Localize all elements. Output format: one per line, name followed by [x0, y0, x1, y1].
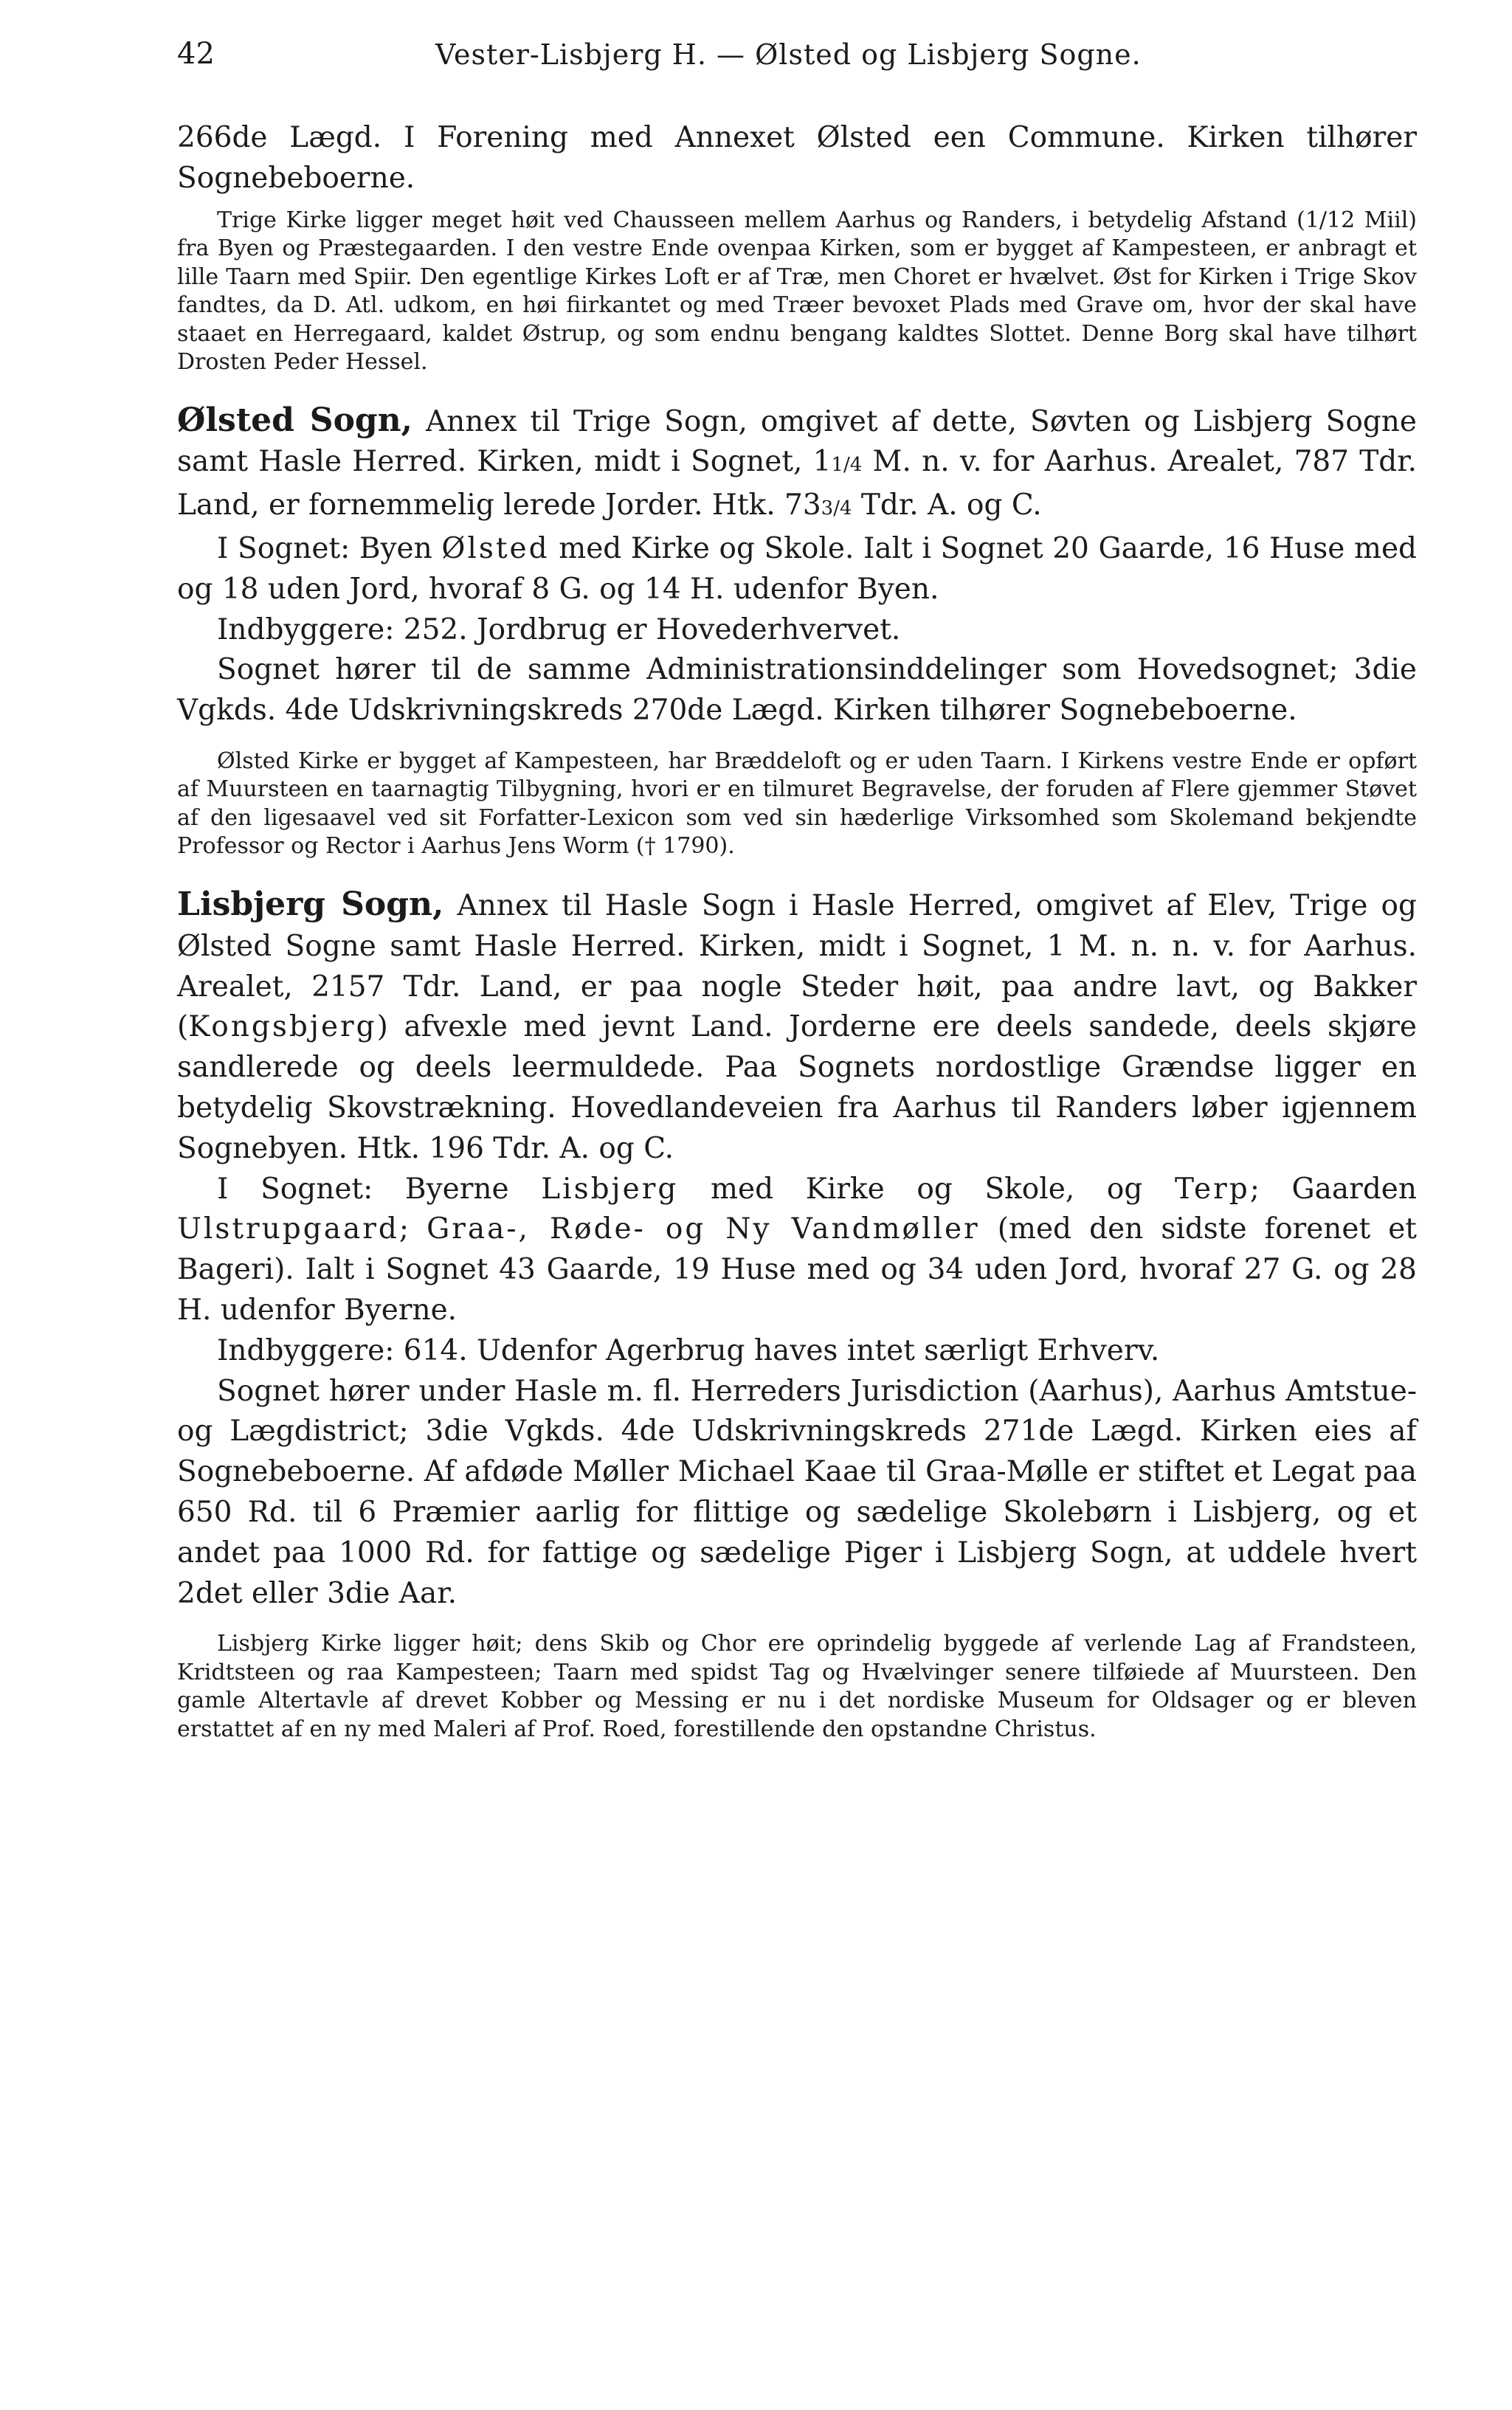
olsted-settlements-end: med Kirke og Skole. Ialt i Sognet 20 Gaarde, 16 Huse med og 18 uden Jord, hvoraf 8 G. og 14 H. udenfor Byen. [177, 531, 1417, 606]
lisbjerg-description-start: Annex til Hasle Sogn i Hasle Herred, omgivet af Elev, Trige og Ølsted Sogne samt Hasle Herred. Kirken, midt i Sognet, 1 M. n. n. v. for Aarhus. Arealet, 2157 Tdr. Land, er paa nogle Steder høit, paa andre lavt, og Bakker ( [177, 888, 1417, 1044]
olsted-administration-paragraph: Sognet hører til de samme Administrationsinddelinger som Hovedsognet; 3die Vgkds. 4de Udskrivningskreds 270de Lægd. Kirken tilhører Sognebeboerne. [177, 653, 1417, 728]
olsted-church-note: Ølsted Kirke er bygget af Kampesteen, har Bræddeloft og er uden Taarn. I Kirkens vestre Ende er opført af Muursteen en taarnagtig Tilbygning, hvori er en tilmuret Begravelse, der foruden af Flere gjemmer Støvet af den ligesaavel ved sit Forfatter-Lexicon som ved sin hæderlige Virksomhed som Skolemand bekjendte Professor og Rector i Aarhus Jens Worm († 1790). [177, 747, 1417, 860]
kongsbjerg-name: Kongsbjerg [188, 1010, 377, 1044]
lisbjerg-settlements-paragraph [177, 1170, 1417, 1331]
lisbjerg-settlements-part2: ; Gaarden [1249, 1172, 1417, 1206]
olsted-parish-paragraph [177, 401, 1417, 529]
olsted-description-end: Tdr. A. og C. [852, 488, 1042, 522]
olsted-parish-title: Ølsted Sogn, [177, 401, 412, 439]
ulstrupgaard-name: Ulstrupgaard [177, 1212, 399, 1246]
lisbjerg-village-name: Lisbjerg [541, 1172, 679, 1206]
lisbjerg-settlements-end: (med den sidste forenet et Bageri). Ialt i Sognet 43 Gaarde, 19 Huse med og 34 uden Jord, hvoraf 27 G. og 28 H. udenfor Byerne. [177, 1212, 1417, 1327]
lisbjerg-settlements-start: I Sognet: Byerne [217, 1172, 542, 1206]
terp-village-name: Terp [1175, 1172, 1250, 1206]
olsted-settlements-paragraph [177, 529, 1417, 610]
lisbjerg-settlements-part3: ; [398, 1212, 427, 1246]
olsted-village-name: Ølsted [441, 531, 550, 565]
olsted-description-start: Annex til Trige Sogn, omgivet af dette, Søvten og Lisbjerg Sogne samt Hasle Herred. Kirken, midt i Sognet, 1 [177, 404, 1417, 479]
olsted-description-middle: M. n. v. for Aarhus. Arealet, 787 Tdr. Land, er fornemmelig lerede Jorder. Htk. 73 [177, 445, 1417, 522]
olsted-htk-fraction: 3/4 [821, 497, 852, 520]
lisbjerg-description-end: ) afvexle med jevnt Land. Jorderne ere deels sandede, deels skjøre sandlerede og deels leermuldede. Paa Sognets nordostlige Grændse ligger en betydelig Skovstrækning. Hovedlandeveien fra Aarhus til Randers løber igjennem Sognebyen. Htk. 196 Tdr. A. og C. [177, 1010, 1417, 1165]
trige-church-note: Trige Kirke ligger meget høit ved Chausseen mellem Aarhus og Randers, i betydelig Afstand (1/12 Miil) fra Byen og Præstegaarden. I den vestre Ende ovenpaa Kirken, som er bygget af Kampesteen, er anbragt et lille Taarn med Spiir. Den egentlige Kirkes Loft er af Træ, men Choret er hvælvet. Øst for Kirken i Trige Skov fandtes, da D. Atl. udkom, en høi fiirkantet og med Træer bevoxet Plads med Grave om, hvor der skal have staaet en Herregaard, kaldet Østrup, og som endnu bengang kaldtes Slottet. Denne Borg skal have tilhørt Drosten Peder Hessel. [177, 207, 1417, 376]
page-content [177, 118, 1417, 1744]
lisbjerg-church-note: Lisbjerg Kirke ligger høit; dens Skib og Chor ere oprindelig byggede af verlende Lag af Frandsteen, Kridtsteen og raa Kampesteen; Taarn med spidst Tag og Hvælvinger senere tilføiede af Muursteen. Den gamle Altertavle af drevet Kobber og Messing er nu i det nordiske Museum for Oldsager og er bleven erstattet af en ny med Maleri af Prof. Roed, forestillende den opstandne Christus. [177, 1631, 1417, 1742]
intro-paragraph: 266de Lægd. I Forening med Annexet Ølsted een Commune. Kirken tilhører Sognebeboerne. [177, 121, 1417, 195]
lisbjerg-administration-paragraph: Sognet hører under Hasle m. fl. Herreders Jurisdiction (Aarhus), Aarhus Amtstue- og Lægdistrict; 3die Vgkds. 4de Udskrivningskreds 271de Lægd. Kirken eies af Sognebeboerne. Af afdøde Møller Michael Kaae til Graa-Mølle er stiftet et Legat paa 650 Rd. til 6 Præmier aarlig for flittige og sædelige Skolebørn i Lisbjerg, og et andet paa 1000 Rd. for fattige og sædelige Piger i Lisbjerg Sogn, at uddele hvert 2det eller 3die Aar. [177, 1374, 1417, 1610]
lisbjerg-population-paragraph: Indbyggere: 614. Udenfor Agerbrug haves intet særligt Erhverv. [217, 1333, 1160, 1367]
olsted-settlements-start: I Sognet: Byen [217, 531, 442, 565]
olsted-distance-fraction: 1/4 [831, 454, 863, 477]
vandmoller-names: Graa-, Røde- og Ny Vandmøller [427, 1212, 980, 1246]
lisbjerg-settlements-part1: med Kirke og Skole, og [678, 1172, 1176, 1206]
olsted-population-paragraph: Indbyggere: 252. Jordbrug er Hovederhvervet. [217, 612, 901, 646]
running-head: Vester-Lisbjerg H. — Ølsted og Lisbjerg Sogne. [435, 38, 1142, 71]
lisbjerg-parish-paragraph [177, 885, 1417, 1170]
page-number: 42 [177, 37, 215, 71]
page-header [177, 37, 1417, 81]
lisbjerg-parish-title: Lisbjerg Sogn, [177, 885, 444, 923]
